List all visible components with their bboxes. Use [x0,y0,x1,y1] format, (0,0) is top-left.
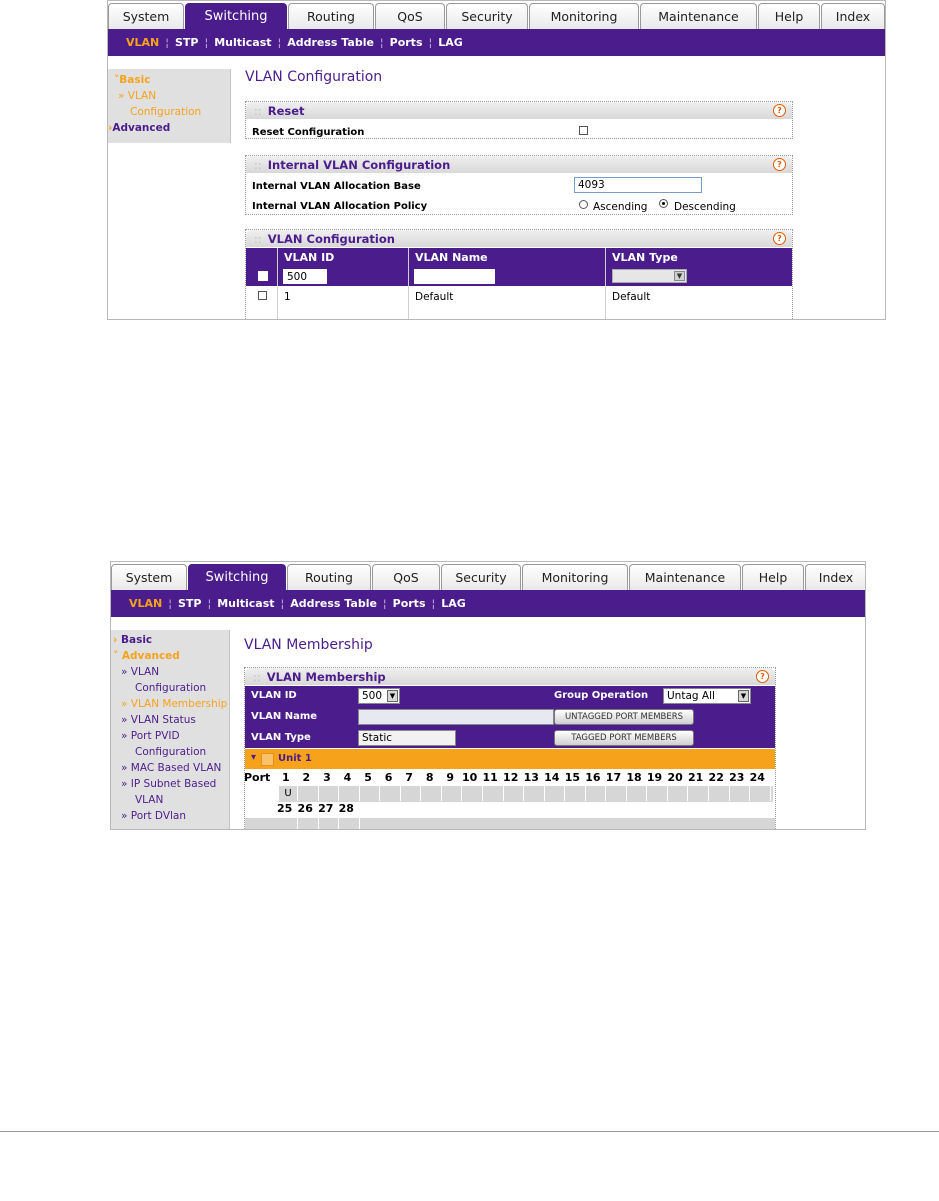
tab-system[interactable] [108,3,184,29]
nav-vlan-membership[interactable]: » VLAN Membership [121,698,228,710]
port-cell[interactable] [320,786,339,801]
tab-label: System [122,9,170,24]
reset-configuration-label: Reset Configuration [252,127,365,138]
vlan-table-header [246,248,792,266]
col-vlan-name: VLAN Name [415,251,488,264]
tab-label: QoS [397,9,423,24]
new-vlan-type-select[interactable] [612,269,687,283]
vlan-membership-panel [244,667,776,829]
port-cell[interactable] [341,786,360,801]
port-number: 18 [626,771,642,784]
vlan-type-value: Static [358,730,456,746]
allocation-base-input[interactable]: 4093 [574,177,702,193]
vlan-id-select[interactable]: 500 ▼ [358,688,400,704]
reset-panel [245,101,793,139]
port-number: 25 [277,802,293,815]
help-icon[interactable]: ? [773,104,786,117]
nav-vlan-configuration-line2[interactable]: Configuration [130,106,202,118]
collapse-icon[interactable]: ▾ [251,752,257,763]
port-cell[interactable]: U [279,786,298,801]
chevron-down-icon: ▼ [387,690,398,702]
tab-label: Maintenance [644,570,726,585]
tab-qos[interactable] [375,3,445,29]
port-number: 20 [667,771,683,784]
port-cell[interactable] [341,818,360,830]
tab-label: System [125,570,173,585]
subnav-lag[interactable]: LAG [441,597,466,610]
port-cell[interactable] [731,786,750,801]
subnav-ports[interactable]: Ports [392,597,426,610]
sub-navigation: VLAN ¦ STP ¦ Multicast ¦ Address Table ¦ Ports ¦ LAG [108,29,885,56]
tab-label: Routing [307,9,355,24]
port-cell[interactable] [567,786,586,801]
help-icon[interactable]: ? [756,670,769,683]
port-number: 7 [405,771,413,784]
tab-maintenance[interactable] [629,564,741,590]
tab-switching[interactable] [185,3,287,29]
allocation-policy-label: Internal VLAN Allocation Policy [252,201,428,212]
port-cell[interactable] [669,786,688,801]
vlan-membership-screenshot [110,561,866,830]
tab-label: Routing [305,570,353,585]
group-operation-select[interactable]: Untag All ▼ [663,688,751,704]
tab-qos[interactable] [372,564,440,590]
main-tab-bar [108,1,885,29]
new-vlan-name-input[interactable] [414,269,495,284]
tab-label: Security [455,570,507,585]
subnav-stp[interactable]: STP [174,36,199,49]
port-number: 28 [338,802,354,815]
subnav-multicast[interactable]: Multicast [214,36,272,49]
port-cell[interactable] [505,786,524,801]
help-icon[interactable]: ? [773,158,786,171]
tab-maintenance[interactable] [640,3,757,29]
vlan-table-new-row [246,266,792,286]
subnav-address-table[interactable]: Address Table [290,597,377,610]
tab-help[interactable] [758,3,820,29]
nav-ip-subnet-vlan-line2[interactable]: VLAN [135,794,164,806]
tab-security[interactable] [446,3,528,29]
sub-navigation: VLAN ¦ STP ¦ Multicast ¦ Address Table ¦ Ports ¦ LAG [111,590,865,617]
row-checkbox[interactable] [258,291,267,300]
ascending-radio[interactable] [579,200,588,209]
unit-label: Unit 1 [278,753,312,764]
vlan-id-label: VLAN ID [251,690,297,701]
port-label: Port [244,771,271,784]
port-cell[interactable] [382,786,401,801]
footer-divider [0,1131,939,1132]
port-number: 13 [523,771,539,784]
port-cell[interactable] [464,786,483,801]
port-number: 6 [384,771,393,784]
port-number: 24 [749,771,765,784]
membership-form [245,686,775,748]
subnav-stp[interactable]: STP [177,597,202,610]
tab-routing[interactable] [287,564,371,590]
nav-basic[interactable]: ˅Basic [114,74,151,86]
vlan-membership-panel-header: :: VLAN Membership ? [245,668,775,685]
port-cell[interactable] [320,818,339,830]
tab-label: Switching [204,9,268,24]
col-vlan-type: VLAN Type [612,251,678,264]
allocation-base-label: Internal VLAN Allocation Base [252,181,421,192]
tab-label: Index [835,9,871,24]
left-navigation [108,69,231,143]
tab-routing[interactable] [288,3,374,29]
port-cell[interactable] [628,786,647,801]
port-cell[interactable] [485,786,504,801]
new-row-checkbox[interactable] [258,271,268,281]
vlan-configuration-panel-header: :: VLAN Configuration ? [246,230,792,247]
port-cell[interactable] [279,818,298,830]
nav-advanced[interactable]: ›Advanced [108,122,171,134]
nav-mac-based-vlan[interactable]: » MAC Based VLAN [121,762,222,774]
tab-help[interactable] [742,564,804,590]
row-vlan-type: Default [612,291,651,303]
tab-switching[interactable] [188,564,286,590]
port-number: 23 [729,771,745,784]
port-cell[interactable] [649,786,668,801]
port-cell[interactable] [608,786,627,801]
tab-label: Maintenance [658,9,739,24]
internal-vlan-panel-header: :: Internal VLAN Configuration ? [246,156,792,173]
port-number: 10 [461,771,478,784]
nav-vlan-status[interactable]: » VLAN Status [121,714,196,726]
vlan-name-label: VLAN Name [251,711,318,722]
nav-vlan-configuration[interactable]: » VLAN [118,90,157,102]
unit-select-box[interactable] [261,753,274,766]
port-cell[interactable] [690,786,709,801]
subnav-ports[interactable]: Ports [389,36,423,49]
new-vlan-id-input[interactable]: 500 [283,269,327,284]
page-title: VLAN Membership [244,637,373,653]
tab-label: Help [758,570,788,585]
vlan-type-label: VLAN Type [251,732,311,743]
nav-port-pvid-line2[interactable]: Configuration [135,746,207,758]
port-number: 21 [688,771,704,784]
port-number: 22 [708,771,724,784]
page-title: VLAN Configuration [245,69,383,85]
port-number: 5 [364,771,372,784]
internal-vlan-panel [245,155,793,215]
tab-label: QoS [393,570,419,585]
column-divider [605,248,606,320]
tab-monitoring[interactable] [529,3,639,29]
nav-vlan-configuration-line2[interactable]: Configuration [135,682,207,694]
port-cell[interactable] [443,786,462,801]
tab-label: Security [461,9,513,24]
col-vlan-id: VLAN ID [284,251,335,264]
port-cell[interactable] [546,786,565,801]
untagged-port-members-button[interactable]: UNTAGGED PORT MEMBERS [554,709,694,725]
port-number: 27 [318,802,334,815]
port-cell[interactable] [361,786,380,801]
subnav-vlan[interactable]: VLAN [129,597,163,610]
port-number: 2 [302,771,311,784]
port-number: 15 [564,771,580,784]
port-number: 3 [323,771,331,784]
tab-label: Index [818,570,854,585]
main-tab-bar [111,562,865,590]
reset-configuration-checkbox[interactable] [579,126,588,135]
tab-index[interactable] [805,564,866,590]
chevron-down-icon: ▼ [674,271,685,281]
port-number: 16 [585,771,601,784]
vlan-name-input[interactable] [358,709,554,725]
reset-panel-header: :: Reset ? [246,102,792,119]
port-number: 14 [544,771,560,784]
port-number: 19 [646,771,663,784]
vlan-configuration-panel [245,229,793,320]
left-navigation [111,630,230,829]
tab-label: Help [774,9,804,24]
descending-label: Descending [674,201,736,213]
port-number: 9 [446,771,455,784]
tab-index[interactable] [821,3,885,29]
vlan-configuration-screenshot [107,0,886,320]
port-number: 8 [425,771,434,784]
tab-label: Monitoring [541,570,609,585]
column-divider [277,248,278,320]
port-number: 26 [297,802,313,815]
nav-port-pvid[interactable]: » Port PVID [121,730,180,742]
nav-basic[interactable]: › Basic [113,634,153,646]
port-number: 17 [605,771,622,784]
chevron-down-icon: ▼ [738,690,749,702]
group-operation-label: Group Operation [554,690,649,701]
port-number: 11 [482,771,498,784]
unit-bar [245,749,775,769]
port-cell[interactable] [423,786,442,801]
help-icon[interactable]: ? [773,232,786,245]
subnav-lag[interactable]: LAG [438,36,463,49]
port-cell[interactable] [526,786,545,801]
port-cell[interactable] [300,786,319,801]
port-cell[interactable] [300,818,319,830]
port-number: 1 [282,771,290,784]
nav-ip-subnet-vlan[interactable]: » IP Subnet Based [121,778,217,790]
subnav-multicast[interactable]: Multicast [217,597,275,610]
port-cell[interactable] [752,786,771,801]
descending-radio[interactable] [659,199,668,208]
subnav-vlan[interactable]: VLAN [126,36,160,49]
nav-vlan-configuration[interactable]: » VLAN [121,666,160,678]
port-number: 4 [343,771,352,784]
ascending-label: Ascending [593,201,648,213]
column-divider [408,248,409,320]
tab-label: Switching [205,570,269,585]
port-cell[interactable] [402,786,421,801]
nav-port-dvlan[interactable]: » Port DVlan [121,810,187,822]
port-cell[interactable] [587,786,606,801]
tab-security[interactable] [441,564,521,590]
table-row [246,286,792,306]
tab-monitoring[interactable] [522,564,628,590]
port-cell[interactable] [711,786,730,801]
nav-advanced[interactable]: ˅ Advanced [113,650,180,662]
port-number: 12 [503,771,519,784]
tab-system[interactable] [111,564,187,590]
tagged-port-members-button[interactable]: TAGGED PORT MEMBERS [554,730,694,746]
row-vlan-id: 1 [284,291,291,303]
row-vlan-name: Default [415,291,454,303]
subnav-address-table[interactable]: Address Table [287,36,374,49]
tab-label: Monitoring [550,9,618,24]
